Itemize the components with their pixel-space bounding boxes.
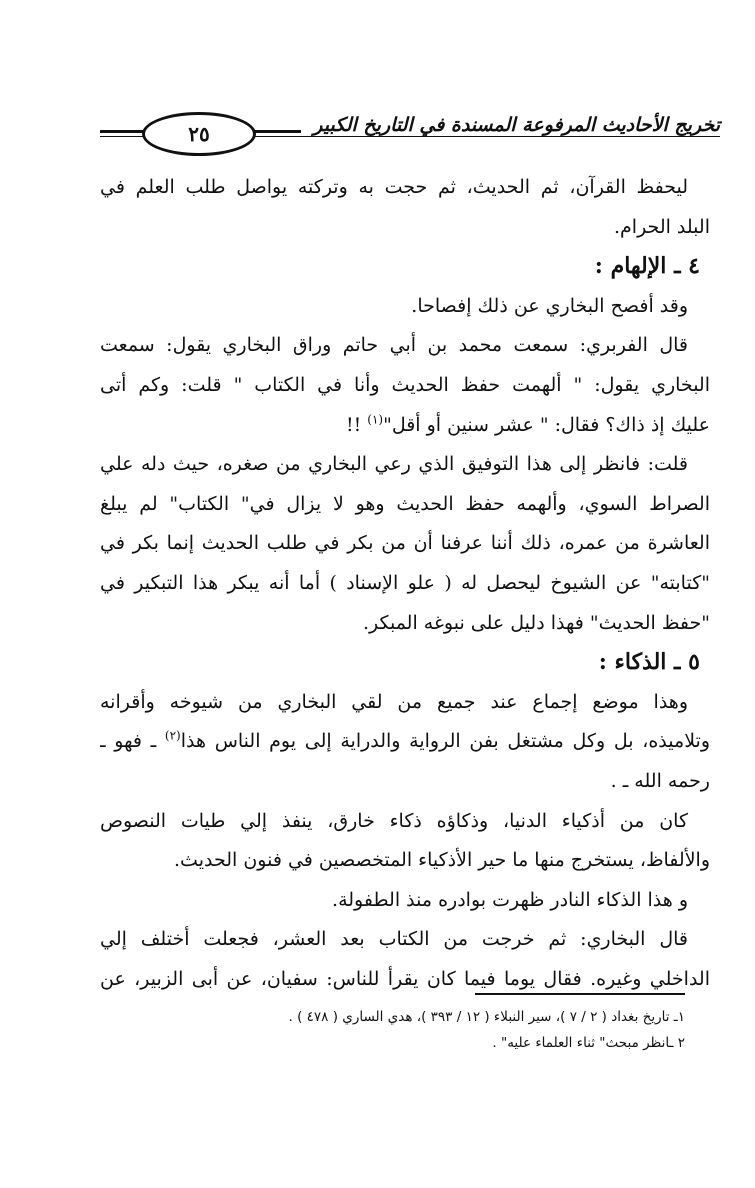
paragraph-line: "كتابته" عن الشيوخ ليحصل له ( علو الإسناد ) أما أنه يبكر هذا التبكير في <box>100 571 710 594</box>
paragraph-line: ليحفظ القرآن، ثم الحديث، ثم حجت به وتركته يواصل طلب العلم في <box>100 176 688 198</box>
paragraph-line: وهذا موضع إجماع عند جميع من لقي البخاري من شيوخه وأقرانه <box>100 690 688 713</box>
paragraph-line: والألفاظ، يستخرج منها ما حير الأذكياء المتخصصين في فنون الحديث. <box>174 849 710 872</box>
quote-text: عليك إذ ذاك؟ فقال: " عشر سنين أو أقل" <box>383 413 710 436</box>
exclamation: !! <box>345 413 362 436</box>
line-text: وتلاميذه، بل وكل مشتغل بفن الرواية والدراية إلى يوم الناس هذا <box>180 730 710 753</box>
paragraph-line: "حفظ الحديث" فهذا دليل على نبوغه المبكر. <box>362 611 710 634</box>
footnote-2: ٢ ـانظر مبحث" ثناء العلماء عليه" . <box>492 1035 685 1051</box>
paragraph-line: و هذا الذكاء النادر ظهرت بوادره منذ الطفولة. <box>332 888 688 911</box>
paragraph-line: وقد أفصح البخاري عن ذلك إفصاحا. <box>411 294 688 317</box>
paragraph-line: قال البخاري: ثم خرجت من الكتاب بعد العشر، فجعلت أختلف إلي <box>100 928 688 951</box>
paragraph-line: قال الفربري: سمعت محمد بن أبي حاتم وراق البخاري يقول: سمعت <box>100 334 688 357</box>
paragraph-line: العاشرة من عمره، ذلك أننا عرفنا أن من بكر في طلب الحديث إنما بكر في <box>100 532 710 555</box>
footnote-separator <box>475 993 685 995</box>
paragraph-line: رحمه الله ـ . <box>610 769 710 792</box>
paragraph-line <box>100 722 710 762</box>
paragraph-line: كان من أذكياء الدنيا، وذكاؤه ذكاء خارق، ينفذ إلي طيات النصوص <box>100 809 688 832</box>
page-number-badge <box>142 112 256 156</box>
paragraph-line: الصراط السوي، وألهمه حفظ الحديث وهو لا يزال في" الكتاب" لم يبلغ <box>100 492 710 515</box>
paragraph-line: البخاري يقول: " ألهمت حفظ الحديث وأنا في الكتاب " قلت: وكم أتى <box>100 373 710 396</box>
page-number: ٢٥ <box>188 122 210 146</box>
running-header <box>100 108 720 154</box>
footnotes <box>180 1004 685 1056</box>
footnote-ref-1: (١) <box>367 412 384 427</box>
section-heading-inspiration: ٤ ـ الإلهام : <box>594 253 700 280</box>
line-tail: ـ فهو ـ <box>100 730 157 753</box>
paragraph-line: الداخلي وغيره. فقال يوما فيما كان يقرأ للناس: سفيان، عن أبى الزبير، عن <box>100 967 710 990</box>
body-text <box>100 168 710 999</box>
book-title: تخريج الأحاديث المرفوعة المسندة في التاريخ الكبير <box>301 114 720 136</box>
paragraph-line <box>100 406 710 446</box>
section-heading-intelligence: ٥ ـ الذكاء : <box>598 649 700 676</box>
paragraph-line: قلت: فانظر إلى هذا التوفيق الذي رعي البخاري من صغره، حيث دله علي <box>100 453 688 476</box>
paragraph-line: البلد الحرام. <box>613 215 710 238</box>
footnote-1: ١ـ تاريخ بغداد ( ٢ / ٧ )، سير النبلاء ( ١٢ / ٣٩٣ )، هدي الساري ( ٤٧٨ ) . <box>288 1009 685 1025</box>
footnote-ref-2: (٢) <box>164 728 181 743</box>
